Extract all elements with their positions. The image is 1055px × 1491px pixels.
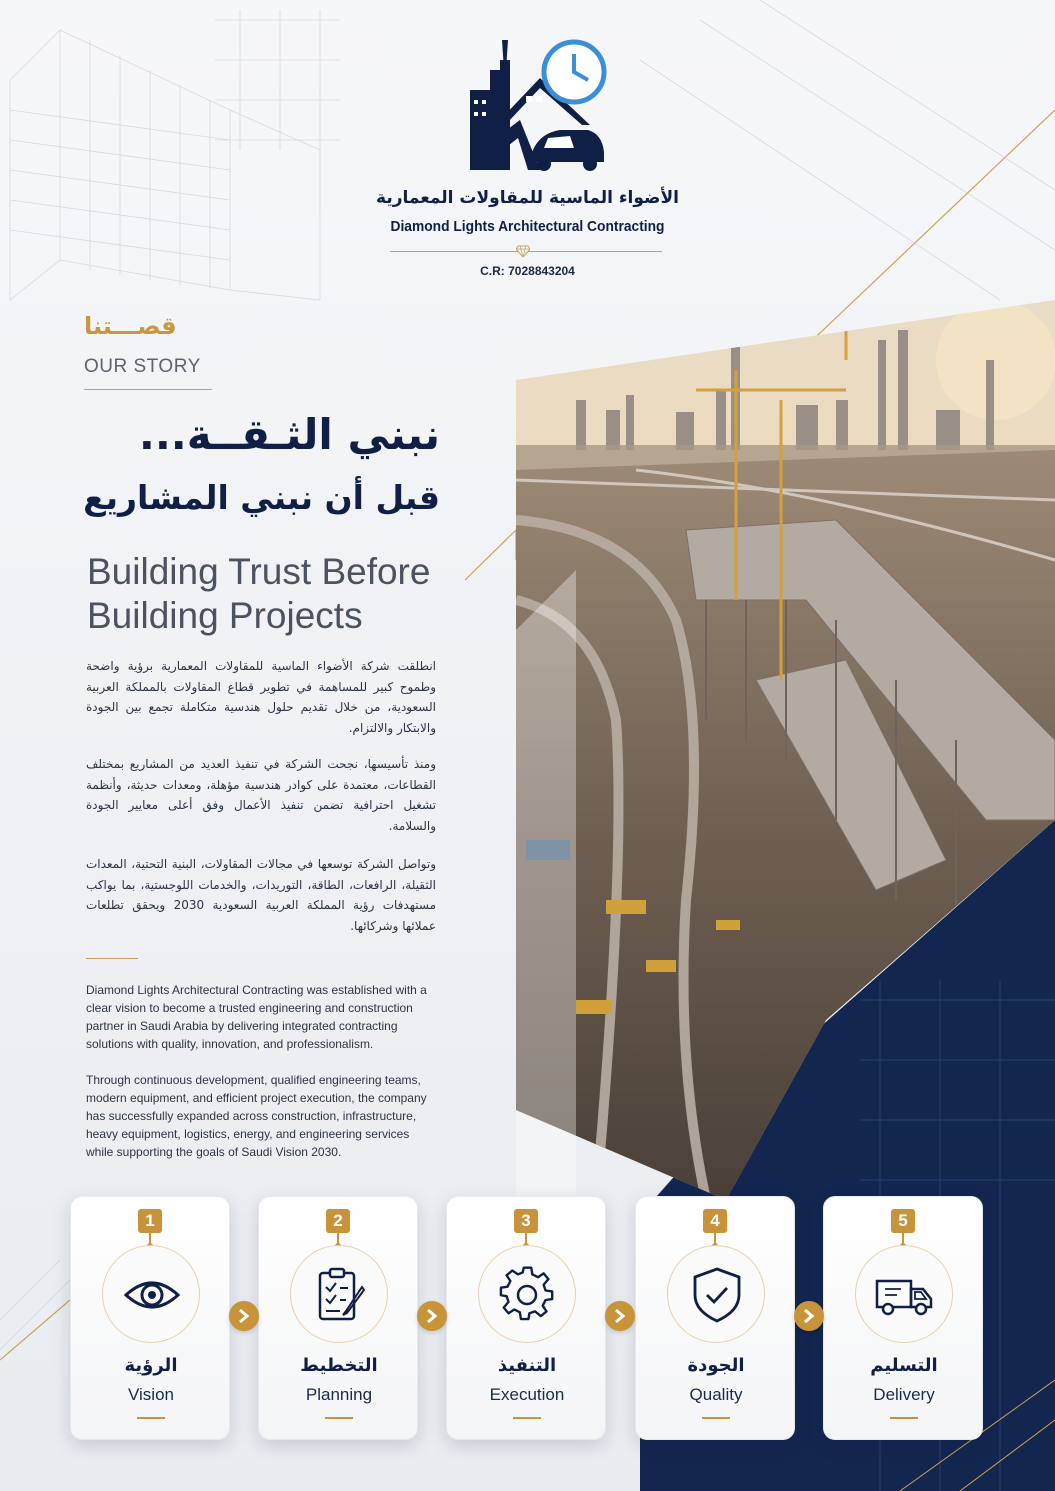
shield-check-icon [687,1265,747,1325]
story-paragraph-ar-2: ومنذ تأسيسها، نجحت الشركة في تنفيذ العديد من المشاريع بمختلف القطاعات، معتمدة على كوادر هندسية مؤهلة، ومعدات حديثة، وأنظمة تشغيل احترافية تضمن تنفيذ الأعمال وفق أعلى معايير الجودة والسلامة. [86,757,436,833]
story-paragraph-ar-3: وتواصل الشركة توسعها في مجالات المقاولات، البنية التحتية، المعدات الثقيلة، الرافعات، الطاقة، التوريدات، والخدمات اللوجستية، بما يواكب مستهدفات رؤية المملكة العربية السعودية 2030 ويحقق تطلعات عملائها وشركائها. [86,857,436,933]
gear-icon [498,1265,558,1325]
step-label-arabic: التسليم [870,1355,938,1376]
headline-english: Building Trust Before Building Projects [87,551,431,636]
story-paragraph-ar-1: انطلقت شركة الأضواء الماسية للمقاولات المعمارية برؤية واضحة وطموح كبير للمساهمة في تطوير قطاع المقاولات بالمملكة العربية السعودية، من خلال تقديم حلول هندسية متكاملة تجمع بين الجودة والابتكار والالتزام. [86,659,436,735]
story-label-arabic: قصـــتنا [84,312,177,340]
icon-ring [290,1245,388,1343]
icon-ring [855,1245,953,1343]
story-label-english: OUR STORY [84,356,201,377]
chevron-right-icon [605,1301,635,1331]
step-number: 1 [138,1209,162,1233]
step-underline [325,1417,353,1419]
step-underline [513,1417,541,1419]
story-divider [84,389,212,390]
step-number: 3 [514,1209,538,1233]
step-label-english: Planning [305,1385,373,1404]
clipboard-icon [310,1265,370,1325]
process-card-quality [635,1196,795,1440]
step-label-arabic: الجودة [687,1355,745,1376]
step-number: 4 [703,1209,727,1233]
process-card-vision [70,1196,230,1440]
chevron-right-icon [417,1301,447,1331]
story-paragraph-en-2: Through continuous development, qualified engineering teams, modern equipment, and efficient project execution, the company has successfully expanded across construction, infrastructure, heavy equipment, logistics, energy, and engineering services while supporting the goals of Saudi Vision 2030. [86,1073,427,1159]
step-label-english: Execution [489,1385,565,1404]
chevron-right-icon [229,1301,259,1331]
construction-city-logo-icon [440,30,620,180]
step-label-english: Delivery [873,1385,935,1404]
step-label-arabic: الرؤية [124,1355,178,1376]
step-underline [702,1417,730,1419]
icon-ring [102,1245,200,1343]
story-paragraph-en-1: Diamond Lights Architectural Contracting was established with a clear vision to become a trusted engineering and construction partner in Saudi Arabia by delivering integrated contracting solutions with quality, innovation, and professionalism. [86,983,427,1051]
step-underline [890,1417,918,1419]
process-card-delivery [823,1196,983,1440]
step-label-arabic: التخطيط [300,1355,378,1376]
step-label-english: Quality [689,1385,743,1404]
step-underline [137,1417,165,1419]
icon-ring [667,1245,765,1343]
step-label-arabic: التنفيذ [497,1355,557,1376]
step-number: 2 [326,1209,350,1233]
company-name-arabic: الأضواء الماسية للمقاولات المعمارية [376,188,679,208]
truck-icon [875,1265,935,1325]
diamond-icon [516,245,530,257]
step-number: 5 [891,1209,915,1233]
process-card-execution [446,1196,606,1440]
headline-arabic-line2: قبل أن نبني المشاريع [83,478,440,517]
paragraph-divider [86,958,138,959]
commercial-registration: C.R: 7028843204 [480,264,575,278]
process-card-planning [258,1196,418,1440]
eye-icon [122,1265,182,1325]
construction-site-photo [516,300,1055,1200]
headline-arabic-line1: نبني الثـقــة... [138,410,440,459]
icon-ring [478,1245,576,1343]
chevron-right-icon [794,1301,824,1331]
company-name-english: Diamond Lights Architectural Contracting [390,218,665,235]
step-label-english: Vision [128,1385,174,1404]
